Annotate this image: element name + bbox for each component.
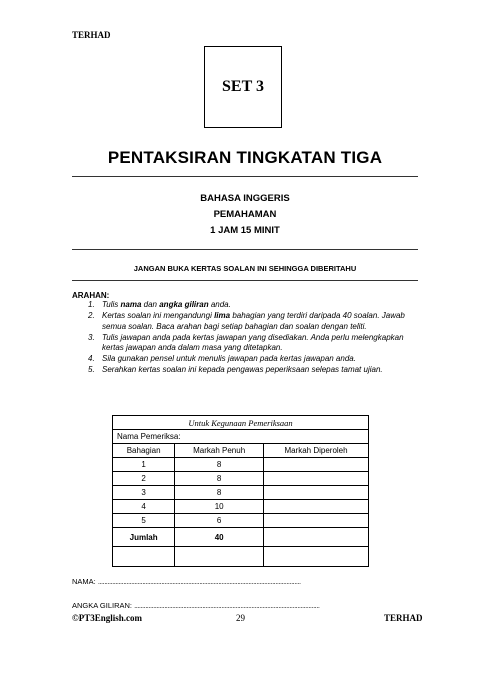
table-row [113,486,369,500]
section-number: 5 [113,514,175,528]
warning-notice: JANGAN BUKA KERTAS SOALAN INI SEHINGGA DIBERITAHU [133,264,357,273]
instruction-number: 2. [88,311,95,320]
table-row [113,500,369,514]
instructions-list [72,300,422,376]
instruction-item [72,354,422,365]
classification-header: TERHAD [72,30,111,40]
full-marks: 10 [175,500,264,514]
instruction-item [72,365,422,376]
blank-row [113,547,369,567]
instruction-number: 3. [88,332,95,342]
examiner-table [112,415,369,567]
instruction-text: dan [141,300,160,309]
total-marks-obtained [264,528,369,547]
instruction-number: 4. [88,354,95,363]
page-title: PENTAKSIRAN TINGKATAN TIGA [107,148,383,167]
instruction-text: Serahkan kertas soalan ini kepada pengawas peperiksaan selepas tamat ujian. [102,365,383,374]
duration-label: 1 JAM 15 MINIT [210,225,280,236]
full-marks: 8 [175,458,264,472]
instruction-text: Kertas soalan ini mengandungi [102,311,215,320]
page-number: 29 [236,613,245,623]
instruction-text: anda. [208,300,231,309]
candidate-number-dots: ..................................................................................................................... [134,601,320,610]
examiner-name-label: Nama Pemeriksa: [113,430,369,444]
section-number: 1 [113,458,175,472]
candidate-number-label: ANGKA GILIRAN: [72,601,133,610]
instruction-item [72,333,422,354]
full-marks: 8 [175,472,264,486]
total-row [113,528,369,547]
table-row [113,458,369,472]
candidate-number-field [72,601,319,610]
instruction-item [72,311,422,332]
set-label: SET 3 [222,78,264,95]
marks-obtained [264,486,369,500]
instruction-number: 5. [88,365,95,374]
header-bahagian: Bahagian [113,444,175,458]
instruction-text: Tulis [102,300,121,309]
instruction-text: lima [214,311,231,320]
name-label: NAMA: [72,577,96,586]
marks-obtained [264,514,369,528]
section-number: 2 [113,472,175,486]
total-label: Jumlah [113,528,175,547]
instruction-text: Tulis jawapan anda pada kertas jawapan yang disediakan. Anda perlu melengkapkan kertas jawapan anda dalam masa yang ditetapkan. [102,332,404,352]
total-full-marks: 40 [175,528,264,547]
marks-obtained [264,472,369,486]
header-markah-penuh: Markah Penuh [175,444,264,458]
marks-obtained [264,458,369,472]
instruction-text: Sila gunakan pensel untuk menulis jawapan pada kertas jawapan anda. [102,354,356,363]
subject-label: BAHASA INGGERIS [200,193,290,204]
table-row [113,514,369,528]
marks-obtained [264,500,369,514]
paper-label: PEMAHAMAN [213,209,277,220]
examiner-table-title: Untuk Kegunaan Pemeriksaan [113,416,369,430]
divider-top [72,176,418,177]
section-number: 3 [113,486,175,500]
table-row [113,472,369,486]
set-box [204,46,282,128]
divider-middle [72,249,418,250]
instruction-text: nama [120,300,142,309]
instruction-text: bahagian yang terdiri daripada 40 soalan. Jawab semua soalan. Baca arahan bagi setiap bahagian dan soalan dengan teliti. [102,311,405,331]
name-dots: ................................................................................................................................ [97,577,301,586]
full-marks: 6 [175,514,264,528]
section-number: 4 [113,500,175,514]
footer-source: ©PT3English.com [72,613,142,623]
divider-bottom [72,280,418,281]
full-marks: 8 [175,486,264,500]
instruction-text: angka giliran [159,300,209,309]
header-markah-diperoleh: Markah Diperoleh [264,444,369,458]
classification-footer: TERHAD [384,613,423,623]
name-field [72,577,301,586]
instruction-item [72,300,422,311]
instruction-number: 1. [88,300,95,309]
instructions-heading: ARAHAN: [72,291,110,300]
